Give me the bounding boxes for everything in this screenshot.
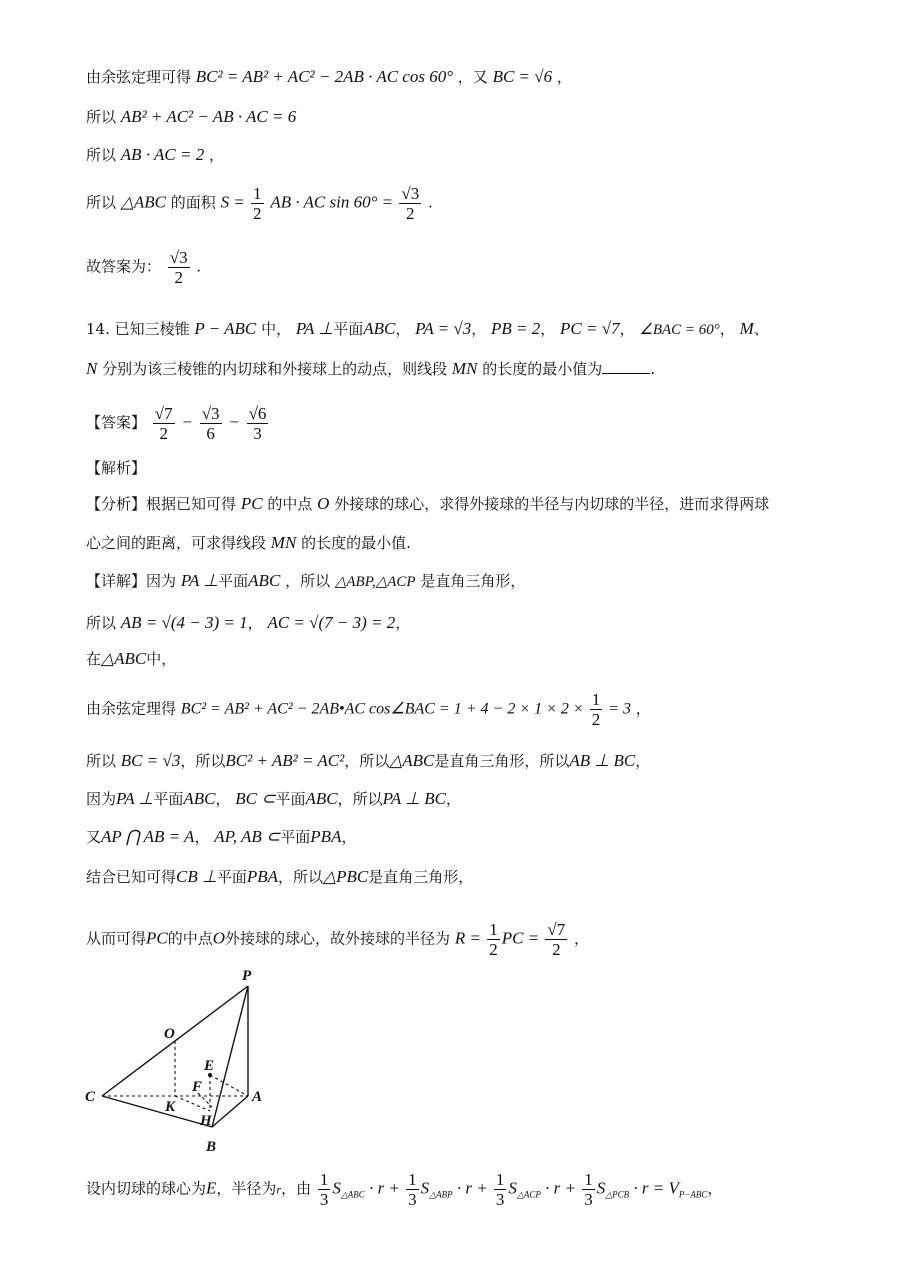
formula: ABC xyxy=(248,571,281,590)
formula: PA ⊥ BC xyxy=(382,789,446,808)
text: 所以 xyxy=(86,614,117,632)
text: ，所以 xyxy=(277,868,323,886)
detail-line7 xyxy=(86,826,356,848)
denominator: 2 xyxy=(159,424,168,443)
text: ， xyxy=(208,146,224,164)
subscript: △ACP xyxy=(516,1189,541,1200)
text: 分别为该三棱锥的内切球和外接球上的动点，则线段 xyxy=(102,360,448,378)
formula: O xyxy=(212,928,226,948)
fraction xyxy=(487,920,500,959)
text: 外接球的球心，求得外接球的半径与内切球的半径，进而求得两球 xyxy=(334,495,770,513)
detail-line10 xyxy=(86,1170,722,1209)
formula: P − ABC xyxy=(194,319,257,338)
text: ， xyxy=(619,320,635,338)
formula: S xyxy=(332,1178,341,1198)
formula: r xyxy=(276,1182,282,1197)
formula: AP, AB ⊂ xyxy=(214,827,281,846)
formula: △ABC xyxy=(101,649,147,668)
fraction xyxy=(153,404,175,443)
line-answer-prev xyxy=(86,248,201,287)
formula: AP ⋂ AB = A xyxy=(101,827,195,846)
formula: PBA xyxy=(310,827,342,846)
formula: AB² + AC² − AB · AC = 6 xyxy=(120,107,297,126)
text: 从而可得 xyxy=(86,929,147,948)
question-14-line1 xyxy=(86,318,769,341)
formula: PB = 2 xyxy=(491,319,541,338)
formula: E xyxy=(206,1178,217,1198)
analysis-line2 xyxy=(86,532,411,554)
text: 外接球的球心，故外接球的半径为 xyxy=(225,929,451,948)
label-E: E xyxy=(204,1058,215,1074)
text: 的长度的最小值. xyxy=(301,534,411,552)
formula: BC² + AB² = AC² xyxy=(225,751,345,770)
detail-line9 xyxy=(86,920,589,959)
text: ，半径为 xyxy=(216,1179,277,1198)
formula: PC xyxy=(146,928,168,948)
segment-KH xyxy=(175,1096,210,1111)
detail-line6 xyxy=(86,788,461,810)
pyramid-figure xyxy=(80,965,280,1155)
formula: AB = √(4 − 3) = 1 xyxy=(120,613,248,632)
subscript: P−ABC xyxy=(678,1189,708,1200)
text: 在 xyxy=(86,650,102,668)
text: 因为 xyxy=(86,790,117,808)
label-O: O xyxy=(164,1026,175,1042)
denominator: 3 xyxy=(319,1190,329,1209)
label-C: C xyxy=(85,1089,96,1105)
denominator: 3 xyxy=(408,1190,417,1209)
text: 设内切球的球心为 xyxy=(86,1179,207,1198)
text: 又 xyxy=(86,828,102,846)
formula: PA = √3 xyxy=(415,319,472,338)
label-B: B xyxy=(206,1139,217,1155)
text: ， xyxy=(574,929,590,948)
formula: △ABC xyxy=(120,192,166,212)
text: 是直角三角形，所以 xyxy=(434,752,570,770)
label-K: K xyxy=(165,1099,176,1115)
formula: BC = √3 xyxy=(120,751,181,770)
formula: PC = xyxy=(501,928,544,948)
text: 由余弦定理得 xyxy=(86,699,177,718)
text: 中， xyxy=(261,320,292,338)
text: 平面 xyxy=(153,790,184,808)
line-sum-eq xyxy=(86,106,296,128)
text: 结合已知可得 xyxy=(86,868,177,886)
fraction xyxy=(251,184,264,223)
formula: ABC xyxy=(183,789,216,808)
line-product xyxy=(86,144,224,166)
formula: · r = V xyxy=(629,1178,679,1198)
fraction xyxy=(545,920,567,959)
edge-BA xyxy=(212,1096,248,1127)
text: ，由 xyxy=(281,1179,312,1198)
formula: PBA xyxy=(246,867,278,886)
formula: ∠BAC = 60° xyxy=(639,322,720,338)
denominator: 3 xyxy=(253,424,262,443)
formula: MN xyxy=(270,533,297,552)
subscript: △PCB xyxy=(605,1189,630,1200)
text: 平面 xyxy=(280,828,311,846)
segment-EA xyxy=(210,1075,248,1096)
denominator: 2 xyxy=(552,940,561,959)
formula: S xyxy=(508,1178,517,1198)
operator: − xyxy=(228,412,240,432)
fraction xyxy=(406,1170,419,1209)
edge-BP xyxy=(212,986,248,1127)
text: 平面 xyxy=(275,790,306,808)
formula: △ABC xyxy=(389,751,435,770)
answer-tag: 【答案】 xyxy=(86,413,147,432)
formula: R = xyxy=(454,928,486,948)
question-number: 14. xyxy=(86,320,115,338)
text: 是直角三角形， xyxy=(420,572,526,590)
detail-line4 xyxy=(86,690,651,729)
text: 平面 xyxy=(216,868,247,886)
text: 中， xyxy=(146,650,177,668)
fraction xyxy=(318,1170,331,1209)
numerator: 1 xyxy=(584,1170,593,1189)
numerator: √7 xyxy=(154,404,173,423)
line-cosine-law xyxy=(86,66,572,88)
fraction xyxy=(590,690,603,729)
text: 是直角三角形， xyxy=(368,868,474,886)
subscript: △ABP xyxy=(429,1189,453,1200)
text: 所以 xyxy=(86,146,117,164)
detail-line5 xyxy=(86,750,650,772)
text: 、 xyxy=(753,320,769,338)
text: ， xyxy=(540,320,556,338)
answer-blank xyxy=(602,359,650,374)
numerator: √3 xyxy=(169,248,188,267)
formula: S xyxy=(420,1178,430,1198)
text: ， xyxy=(471,320,487,338)
text: ，又 xyxy=(457,68,488,86)
denominator: 2 xyxy=(489,940,498,959)
formula: M xyxy=(739,319,754,338)
denominator: 3 xyxy=(495,1190,505,1209)
fraction xyxy=(494,1170,507,1209)
fraction xyxy=(582,1170,595,1209)
detail-line3 xyxy=(86,648,176,670)
text: 平面 xyxy=(218,572,249,590)
subscript: △ABC xyxy=(340,1189,365,1200)
detail-line2 xyxy=(86,612,410,634)
formula: · r + xyxy=(452,1178,492,1198)
text: 因为 xyxy=(146,572,177,590)
fraction xyxy=(247,404,269,443)
numerator: √7 xyxy=(547,920,566,939)
denominator: 2 xyxy=(253,204,262,223)
text: ， xyxy=(194,828,210,846)
numerator: 1 xyxy=(408,1170,417,1189)
text: 由余弦定理可得 xyxy=(86,68,192,86)
text: ， xyxy=(247,614,263,632)
numerator: 1 xyxy=(489,920,498,939)
denominator: 6 xyxy=(206,424,215,443)
numerator: √6 xyxy=(248,404,267,423)
formula: N xyxy=(86,359,98,378)
numerator: √3 xyxy=(401,184,420,203)
analysis-tag: 【解析】 xyxy=(86,459,147,477)
text: 所以 xyxy=(86,193,117,212)
analysis-subtag: 【分析】 xyxy=(86,495,147,513)
formula: △ABP,△ACP xyxy=(334,574,416,590)
fraction xyxy=(399,184,421,223)
fraction xyxy=(200,404,222,443)
edge-CB xyxy=(102,1096,212,1127)
text: ， xyxy=(445,790,461,808)
fraction xyxy=(168,248,190,287)
text: ，所以 xyxy=(337,790,383,808)
text: ， xyxy=(635,752,651,770)
formula: CB ⊥ xyxy=(176,867,217,886)
label-P: P xyxy=(242,968,252,984)
denominator: 2 xyxy=(174,268,183,287)
numerator: 1 xyxy=(495,1170,505,1189)
formula: BC = √6 xyxy=(492,67,553,86)
numerator: √3 xyxy=(201,404,220,423)
formula: ABC xyxy=(363,319,396,338)
formula: BC² = AB² + AC² − 2AB•AC cos∠BAC = 1 + 4 − 2 × 1 × 2 × xyxy=(180,700,588,718)
text: . xyxy=(428,193,433,212)
text: 所以 xyxy=(86,752,117,770)
formula: BC² = AB² + AC² − 2AB · AC cos 60° xyxy=(195,67,453,86)
formula: MN xyxy=(451,359,478,378)
label-H: H xyxy=(200,1113,212,1129)
answer-line xyxy=(86,404,270,443)
formula: AC = √(7 − 3) = 2 xyxy=(267,613,396,632)
formula: ABC xyxy=(305,789,338,808)
text: ， xyxy=(707,1179,723,1198)
text: . xyxy=(650,360,655,378)
analysis-header xyxy=(86,457,146,479)
formula: S xyxy=(596,1178,606,1198)
formula: AB · AC sin 60° = xyxy=(270,192,398,212)
text: 平面 xyxy=(333,320,364,338)
text: 的面积 xyxy=(170,193,216,212)
formula: PC = √7 xyxy=(560,319,620,338)
numerator: 1 xyxy=(591,690,601,709)
denominator: 2 xyxy=(406,204,415,223)
text: ，所以 xyxy=(180,752,226,770)
operator: − xyxy=(181,412,193,432)
formula: = 3 xyxy=(604,700,631,718)
text: ， xyxy=(719,320,735,338)
text: ， xyxy=(395,320,411,338)
numerator: 1 xyxy=(319,1170,329,1189)
formula: S = xyxy=(220,192,250,212)
text: ， xyxy=(341,828,357,846)
text: ， xyxy=(395,614,411,632)
text: 的中点 xyxy=(167,929,213,948)
formula: PA ⊥ xyxy=(180,571,219,590)
text: 已知三棱锥 xyxy=(114,320,190,338)
line-area xyxy=(86,184,433,223)
detail-line8 xyxy=(86,866,473,888)
formula: BC ⊂ xyxy=(235,789,276,808)
text: ， xyxy=(215,790,231,808)
text: 所以 xyxy=(86,108,117,126)
text: ， xyxy=(556,68,572,86)
text: ，所以 xyxy=(344,752,390,770)
text: . xyxy=(196,257,202,276)
formula: PA ⊥ xyxy=(116,789,154,808)
analysis-line1 xyxy=(86,493,769,515)
text: 心之间的距离，可求得线段 xyxy=(86,534,267,552)
formula: PA ⊥ xyxy=(295,319,334,338)
label-A: A xyxy=(252,1089,263,1105)
text: ，所以 xyxy=(285,572,331,590)
text: 的长度的最小值为 xyxy=(482,360,603,378)
formula: O xyxy=(317,494,330,513)
numerator: 1 xyxy=(253,184,262,203)
denominator: 3 xyxy=(584,1190,593,1209)
text: 故答案为： xyxy=(86,257,162,276)
text: 的中点 xyxy=(267,495,313,513)
formula: AB ⊥ BC xyxy=(569,751,636,770)
formula: · r + xyxy=(364,1178,405,1198)
formula: △PBC xyxy=(323,867,369,886)
detail-line1 xyxy=(86,570,525,593)
label-F: F xyxy=(192,1079,203,1095)
detail-tag: 【详解】 xyxy=(86,572,147,590)
formula: · r + xyxy=(540,1178,581,1198)
text: ， xyxy=(635,699,651,718)
formula: PC xyxy=(240,494,263,513)
question-14-line2 xyxy=(86,358,655,380)
formula: AB · AC = 2 xyxy=(120,145,205,164)
denominator: 2 xyxy=(591,710,601,729)
text: 根据已知可得 xyxy=(146,495,237,513)
